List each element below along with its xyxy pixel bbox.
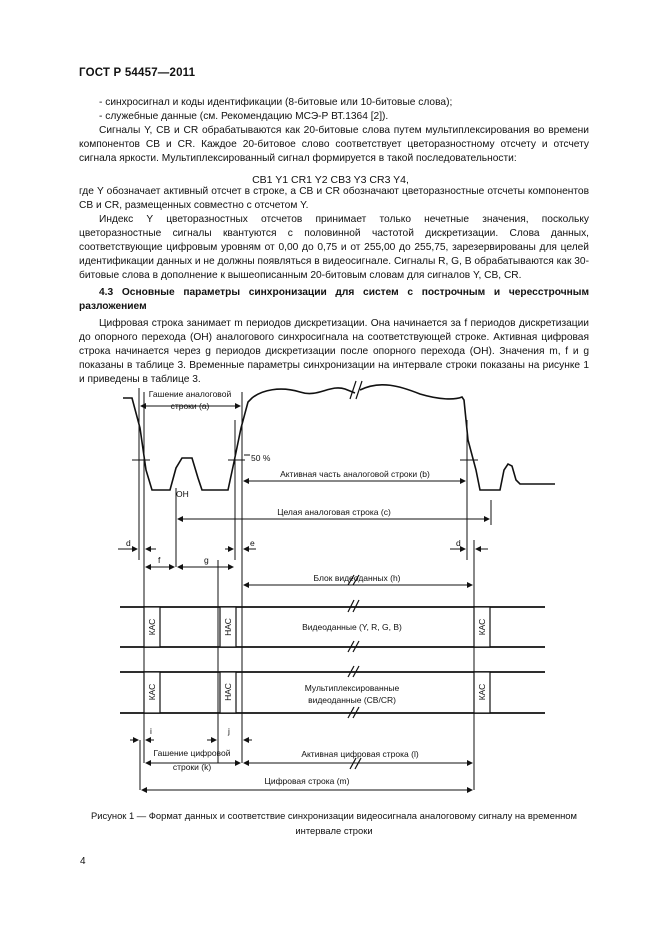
label-j: j <box>228 726 230 736</box>
page-number: 4 <box>80 856 86 867</box>
kac-label: КАС <box>477 618 487 636</box>
nac-label: НАС <box>223 618 233 636</box>
kac-label: КАС <box>147 618 157 636</box>
label-d2: d <box>456 538 461 548</box>
kac-label: КАС <box>147 683 157 701</box>
figure-caption: Рисунок 1 — Формат данных и соответствие синхронизации видеосигнала аналоговому сигналу на временном интервале строки <box>91 810 577 836</box>
label-i: i <box>150 726 152 736</box>
label-video-block: Блок видеоданных (h) <box>313 573 401 583</box>
bullet-item: - синхросигнал и коды идентификации (8-битовые или 10-битовые слова); <box>99 97 453 108</box>
label-d1: d <box>126 538 131 548</box>
label-g: g <box>204 555 209 565</box>
label-f: f <box>158 555 161 565</box>
label-active-digital: Активная цифровая строка (l) <box>301 749 419 759</box>
nac-label: НАС <box>223 683 233 701</box>
label-active-analog: Активная часть аналоговой строки (b) <box>280 469 430 479</box>
bullet-item: - служебные данные (см. Рекомендацию МСЭ-Р ВТ.1364 [2]). <box>99 111 389 122</box>
label-e: e <box>250 538 255 548</box>
label-blanking-analog: Гашение аналоговой <box>148 389 232 399</box>
label-blanking-analog-2: строки (a) <box>170 401 210 411</box>
label-video-data: Видеоданные (Y, R, G, B) <box>302 622 402 632</box>
label-50-percent: 50 % <box>251 453 271 463</box>
label-blanking-digital-2: строки (k) <box>172 762 212 772</box>
label-mux-2: видеоданные (CB/CR) <box>308 695 396 705</box>
label-blanking-digital: Гашение цифровой <box>153 748 231 758</box>
label-oh: OH <box>176 489 189 499</box>
paragraph-where: где Y обозначает активный отсчет в строке, a CB и CR обозначают цветоразностные отсчеты компонентов CB и CR, размещенных совместно с отсчетом Y. <box>79 186 589 211</box>
label-full-analog: Целая аналоговая строка (c) <box>277 507 391 517</box>
label-digital-line: Цифровая строка (m) <box>264 776 350 786</box>
label-mux-1: Мультиплексированные <box>304 683 400 693</box>
paragraph-digital-line: Цифровая строка занимает m периодов дискретизации. Она начинается за f периодов дискретизации до опорного перехода (OH) аналогового синхросигнала на соответствующей строке. Активная цифровая строка начинается через g периодов дискретизации после опорного перехода (OH). Значения m, f и g показаны в таблице 3. Временные параметры синхронизации на интервале строки показаны на рисунке 1 и приведены в таблице 3. <box>79 318 589 385</box>
document-header: ГОСТ Р 54457—2011 <box>79 67 196 79</box>
paragraph-signals: Сигналы Y, CB и CR обрабатываются как 20-битовые слова путем мультиплексирования во времени компонентов CB и CR. Каждое 20-битовое слово соответствует цветоразностному отсчету и отсчету сигнала яркости. Мультиплексированный сигнал формируется в такой последовательности: <box>79 125 589 164</box>
kac-label: КАС <box>477 683 487 701</box>
paragraph-index: Индекс Y цветоразностных отсчетов принимает только нечетные значения, поскольку цветоразностные сигналы квантуются с половинной частотой дискретизации. Слова данных, соответствующие цифровым уровням от 0,00 до 0,75 и от 255,00 до 255,75, зарезервированы для целей идентификации данных и не должны появляться в видеосигнале. Сигналы R, G, B обрабатываются как 30-битовые слова в дополнение к вышеописанным 20-битовым словам для сигналов Y, CB, CR. <box>79 214 589 281</box>
sequence-formula: CB1 Y1 CR1 Y2 CB3 Y3 CR3 Y4, <box>252 174 409 186</box>
section-heading: 4.3 Основные параметры синхронизации для систем с построчным и чересстрочным разложением <box>79 287 589 312</box>
